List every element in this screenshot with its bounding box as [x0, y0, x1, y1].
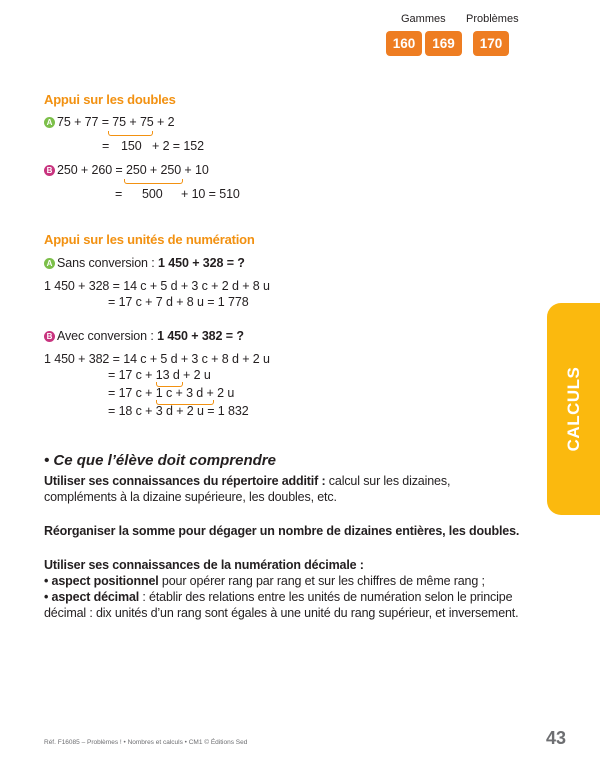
example-a-equation: 75 + 77 = 75 + 75 + 2 — [57, 115, 175, 129]
example-a-line — [44, 115, 174, 129]
paragraph-numeration-bold: Utiliser ses connaissances de la numération décimale : — [44, 558, 364, 572]
bullet-a-icon: A — [44, 258, 55, 269]
item-decimal-bold: • aspect décimal — [44, 590, 140, 604]
example-a-result-value: 150 — [121, 139, 142, 153]
problemes-label: Problèmes — [466, 13, 519, 25]
paragraph-repertoire-bold: Utiliser ses connaissances du répertoire additif : — [44, 474, 326, 488]
section-title-units: Appui sur les unités de numération — [44, 232, 255, 247]
bullet-b-icon: B — [44, 331, 55, 342]
case-a-calc-1: 1 450 + 328 = 14 c + 5 d + 3 c + 2 d + 8 u — [44, 279, 270, 293]
case-b-heading — [44, 329, 244, 343]
item-positionnel-text: pour opérer rang par rang et sur les chiffres de même rang ; — [158, 574, 485, 588]
page-number: 43 — [546, 728, 567, 748]
gammes-badge-2: 169 — [425, 31, 462, 56]
case-a-heading — [44, 256, 245, 270]
case-b-prefix: Avec conversion : — [57, 329, 158, 343]
understand-title: • Ce que l’élève doit comprendre — [44, 452, 276, 469]
case-a-operation: 1 450 + 328 = ? — [158, 256, 245, 270]
case-b-operation: 1 450 + 382 = ? — [157, 329, 244, 343]
gammes-label: Gammes — [401, 13, 446, 25]
list-item-decimal — [44, 590, 519, 621]
case-a-prefix: Sans conversion : — [57, 256, 159, 270]
case-b-calc-3: = 17 c + 1 c + 3 d + 2 u — [108, 386, 235, 400]
example-b-eq: = — [115, 187, 123, 201]
gammes-badge-1: 160 — [386, 31, 422, 56]
bullet-b-icon: B — [44, 165, 55, 176]
example-a-eq: = — [102, 139, 110, 153]
case-a-calc-2: = 17 c + 7 d + 8 u = 1 778 — [108, 295, 249, 309]
item-decimal-text: : établir des relations entre les unités de numération selon le principe décimal : dix unités d’un rang sont égales à une unité du rang supérieur, et inversement. — [44, 590, 519, 620]
footer-reference: Réf. F16085 – Problèmes ! • Nombres et calculs • CM1 © Éditions Sed — [44, 739, 248, 746]
paragraph-repertoire-text: calcul sur les dizaines, compléments à la dizaine supérieure, les doubles, etc. — [44, 474, 451, 504]
paragraph-numeration-heading — [44, 558, 364, 574]
section-title-doubles: Appui sur les doubles — [44, 92, 176, 107]
brace-a — [108, 131, 153, 136]
list-item-positionnel — [44, 574, 485, 590]
paragraph-reorganiser — [44, 524, 519, 540]
case-b-calc-2: = 17 c + 13 d + 2 u — [108, 368, 211, 382]
side-tab-label: CALCULS — [564, 366, 583, 452]
case-b-calc-1: 1 450 + 382 = 14 c + 5 d + 3 c + 8 d + 2 u — [44, 352, 270, 366]
example-b-result-rest: + 10 = 510 — [181, 187, 240, 201]
example-b-result-value: 500 — [142, 187, 163, 201]
example-b-line — [44, 163, 209, 177]
paragraph-repertoire — [44, 474, 519, 505]
item-positionnel-bold: • aspect positionnel — [44, 574, 159, 588]
example-b-equation: 250 + 260 = 250 + 250 + 10 — [57, 163, 209, 177]
problemes-badge: 170 — [473, 31, 509, 56]
example-a-result-rest: + 2 = 152 — [152, 139, 204, 153]
bullet-a-icon: A — [44, 117, 55, 128]
paragraph-reorganiser-bold: Réorganiser la somme pour dégager un nombre de dizaines entières, les doubles. — [44, 524, 520, 538]
brace-b — [124, 179, 183, 184]
case-b-calc-4: = 18 c + 3 d + 2 u = 1 832 — [108, 404, 249, 418]
